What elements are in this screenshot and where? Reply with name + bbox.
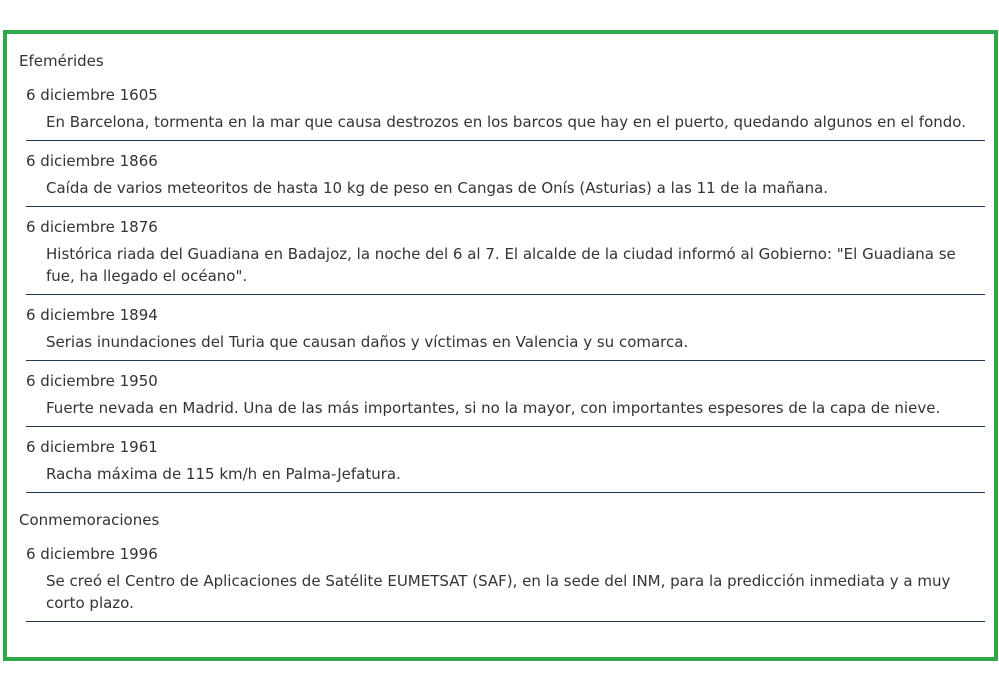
conmemoraciones-list (26, 531, 985, 622)
efemerides-section (7, 34, 994, 493)
list-item (26, 531, 985, 622)
list-item (26, 361, 985, 427)
content-frame (3, 30, 998, 661)
entry-date: 6 diciembre 1894 (26, 306, 158, 324)
entry-date: 6 diciembre 1996 (26, 545, 158, 563)
entry-date: 6 diciembre 1866 (26, 152, 158, 170)
entry-text: Se creó el Centro de Aplicaciones de Satélite EUMETSAT (SAF), en la sede del INM, para la predicción inmediata y a muy corto plazo. (46, 572, 951, 612)
entry-text: Caída de varios meteoritos de hasta 10 kg de peso en Cangas de Onís (Asturias) a las 11 de la mañana. (46, 179, 829, 197)
entry-date: 6 diciembre 1876 (26, 218, 158, 236)
list-item (26, 72, 985, 141)
entry-date: 6 diciembre 1950 (26, 372, 158, 390)
entry-text: Racha máxima de 115 km/h en Palma-Jefatura. (46, 465, 401, 483)
efemerides-list (26, 72, 985, 493)
entry-date: 6 diciembre 1961 (26, 438, 158, 456)
list-item (26, 295, 985, 361)
entry-text: En Barcelona, tormenta en la mar que causa destrozos en los barcos que hay en el puerto, quedando algunos en el fondo. (46, 113, 966, 131)
entry-text: Histórica riada del Guadiana en Badajoz, la noche del 6 al 7. El alcalde de la ciudad informó al Gobierno: "El Guadiana se fue, ha llegado el océano". (46, 245, 956, 285)
entry-date: 6 diciembre 1605 (26, 86, 158, 104)
section-title-efemerides: Efemérides (19, 52, 104, 70)
list-item (26, 427, 985, 493)
section-title-conmemoraciones: Conmemoraciones (19, 511, 160, 529)
entry-text: Serias inundaciones del Turia que causan daños y víctimas en Valencia y su comarca. (46, 333, 689, 351)
conmemoraciones-section (7, 493, 994, 622)
list-item (26, 207, 985, 295)
entry-text: Fuerte nevada en Madrid. Una de las más importantes, si no la mayor, con importantes espesores de la capa de nieve. (46, 399, 941, 417)
list-item (26, 141, 985, 207)
